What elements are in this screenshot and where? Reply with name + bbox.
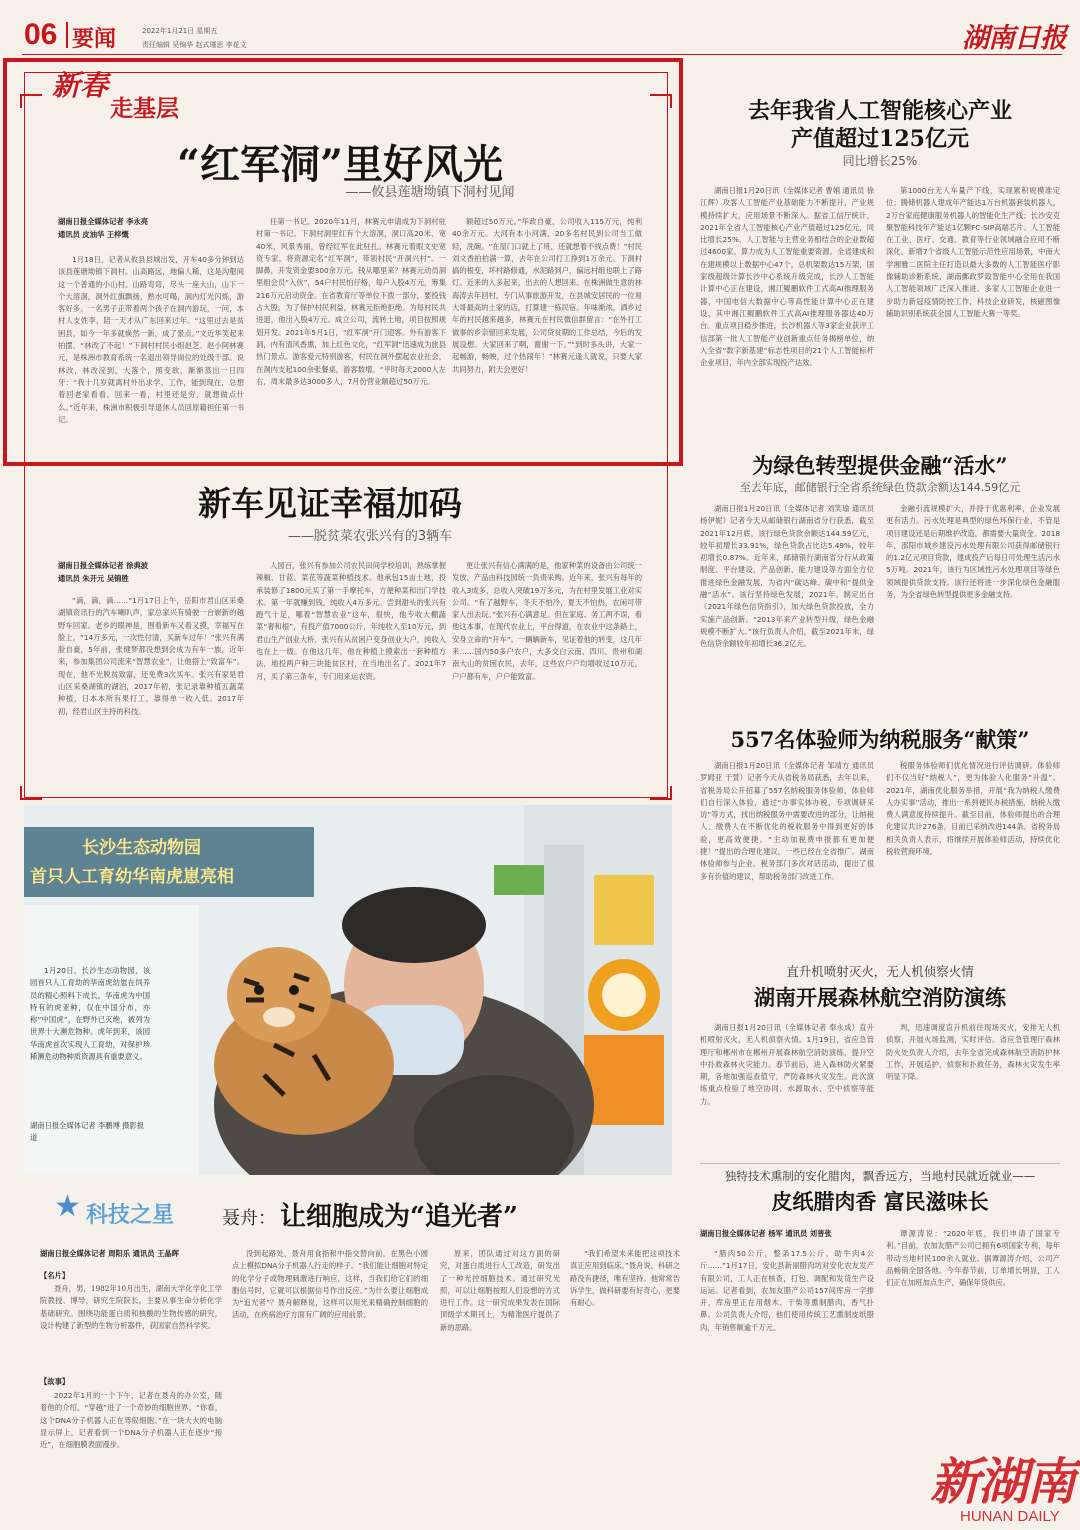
cave-column-3: 额超过50万元。”华政自豪，公司收入115万元，纯利40余万元。大河有本小河满，20多名村民到公司当工做轻，洗碗。“在屋门口就上了班，还就想着不找点费！”村民刘文香拍拍满一算，去年在公司打工挣到1万余元。下洞村搞的根变，坏村路修通，水泥路到户，偏远村组也联上了路灯。近来的入多起来，出去的人想回来。在株洲做生意的林海涛去年回村，专门从事旅游开发，在县城安居民的一位易大哥最高的土家的店，打算建一栋民宿。年味渐浓，洒乡过年的村民越来越多，林赛元在村民微信群留言：“在外打工做事的乡亲留回来发展，公司贷贫期的工作总结，今后的发展设想。大家回来了啊，谢谢一下。”“到时多头讲，大家一起畅游，畅映，过个热闹年！”林赛元逢人就说，只要大家共同努力，附天会更好！ bbox=[452, 217, 642, 374]
issue-date: 2022年1月21日 星期五 bbox=[142, 27, 218, 35]
car-headline: 新车见证幸福加码 bbox=[198, 484, 462, 523]
science-person: 聂舟： bbox=[222, 1208, 276, 1229]
section-divider bbox=[66, 22, 68, 48]
science-story: 2022年1月的一个下午，记者在聂舟的办公室，随着他的介绍，“穿越”进了一个奇妙的细胞世界。“你看，这个DNA分子机器人正在驾驭细胞。”在一块大大的电脑显示屏上，记者看到一个DNA分子机器人正在逐步“接近”，在细胞膜表面漫步。 bbox=[40, 1391, 222, 1450]
corner-ornament bbox=[20, 786, 42, 800]
header-rule bbox=[22, 54, 1062, 55]
corner-ornament bbox=[20, 94, 42, 108]
science-profile-tag: 【名片】 bbox=[40, 1271, 70, 1280]
tax-column-1: 湖南日报1月20日讯（全媒体记者 邹靖方 通讯员 罗姆亚 于萱）记者今天从省税务局获悉，去年以来，省税务局公开招募了557名纳税服务体验师，体验师们自行深入体验，通过“办事实体办税，专项调研采访”等方式，找出纳税服务中需要改进的部分，让纳税人、缴费人在不断优化的税收服务中得到更好的体验，更高效便捷。“主动加税费申报都有更加便捷！”提出的合理化建议，一些已经在全省推广。湖南体验师参与企业、税务部门多次对话活动，提出了很多有价值的建议，帮助税务部门改进工作。 bbox=[700, 761, 874, 881]
bacon-byline: 湖南日报全媒体记者 杨军 通讯员 刘普张 bbox=[700, 1229, 832, 1238]
paper-logo: 湖南日报 bbox=[962, 23, 1066, 54]
fire-column-1: 湖南日报1月20日讯（全媒体记者 奉永成）直升机喷射灭火，无人机侦察火情。1月19日，省应急管理厅和郴州市在郴州开展森林航空消防演练，提升空中扑救森林火灾能力。春节前后，进入森林防火紧要期，各地加强巡查值守，严防森林火灾发生。此次演练重点检验了地空协同、水源取水、空中侦察等能力。 bbox=[700, 1023, 874, 1106]
bacon-column-1: “腊肉50公斤，整条17.5公斤，助牛肉4公斤……”1月17日，安化县新丽腊肉坊对安化农友发产有限公司，工人正在核查，打包、调配和发货生产设运运。记者看到，农加友腊产公司157间库房一字排开，库房里正在用烟木、干柴等熏制腊肉，香气扑鼻。公司负责人介绍，他们使用传统工艺熏制皮纸腊肉，年销售额逾千万元。 bbox=[700, 1249, 874, 1332]
science-story-tag: 【故事】 bbox=[40, 1377, 70, 1386]
tiger-credit: 湖南日报全媒体记者 李鹏博 摄影报道 bbox=[30, 1121, 145, 1142]
tiger-title-1: 长沙生态动物园 bbox=[82, 838, 201, 858]
page-number: 06 bbox=[24, 18, 58, 51]
car-column-3: 更让张兴有信心满满的是，他家种菜的设备由公司统一发放，产品由科技园统一负责采购。近年来，张兴有每年的收入3成多，总收入突破19万多元，为在村里发展工业对实公司。“有了越野车，冬天不怕冷，夏天不怕热，农闲可带家人出去玩。”张兴有心满意足。但在家庭、务工两不误，看他这本事，在现代农业上，平台得道，在农业中这条路上，安身立命的“开车”。一辆辆新车，见证着他的转变，这几年来……国内50多户农户，大多交白云南、四川、贵州和湖南大山的贫困农民，去年，这些农户户均增收过10万元，户户都有车，户户能致富。 bbox=[452, 561, 642, 681]
bacon-headline: 皮纸腊肉香 富民滋味长 bbox=[771, 1189, 989, 1214]
science-column-2: 没到起路处，聂舟用食指和中指交替向前，在黑色小圆点上模拟DNA分子机器人行走的样子。“我们能让细胞对特定的化学分子或物理刺激进行响应，这样，当我们给它们的细胞信号时，它就可以根据信号作出反应。”为什么要让细胞成为“追光者”？聂舟解释说，这样可以用光来精确控制细胞的活动，在疾病治疗方面有广阔的应用前景。 bbox=[232, 1249, 428, 1320]
bacon-separator bbox=[700, 1163, 1060, 1164]
banner-xinchun: 新春 bbox=[52, 69, 109, 102]
science-profile: 聂舟，男，1982年10月出生，湖南大学化学化工学院教授、博导，研究生院院长，主要从事生命分析化学基础研究。围绕功能蛋白质和核酸的生物传感的研究，设计构建了新型的生物分析器件，获国家自然科学奖。 bbox=[40, 1284, 222, 1330]
ai-column-2: 第1000台无人车量产下线，实现累积规模准定位；腾储机器人建成年产能达1万台机器套装机器人，2万台家庭健康服务机器人的智能化生产线；长沙安克聚智能科技年产能达1亿颗FC-SIP高端芯片。人工智能在工业、医疗、交通、教育等行业领域融合应用不断深化。新增7个省级人工智能示范性应用场景，中南大学湘雅二医院主任打造以最大多数的人工智能医疗影像辅助诊断系统，湖南郵政罗致智能中心全用在我国人工智能领域广泛深入推进。多家人工智能企业进一步助力新冠疫情防控工作，科技企业研发，核磁图像辅助识别系统获全国人工智能大赛一等奖。 bbox=[886, 186, 1060, 318]
car-subhead: ——脱贫菜农张兴有的3辆车 bbox=[287, 529, 453, 544]
masthead bbox=[0, 0, 1080, 58]
banner-zoujiceng: 走基层 bbox=[110, 95, 179, 122]
science-column-name: 科技之星 bbox=[86, 1202, 175, 1228]
xinhunan-watermark: 新湖南 bbox=[930, 1452, 1074, 1511]
cave-byline-2: 通讯员 皮油华 王梓慨 bbox=[58, 230, 129, 239]
ai-headline-2: 产值超过125亿元 bbox=[791, 126, 969, 152]
editors: 责任编辑 吴锦华 赵式瑾思 李花文 bbox=[142, 41, 247, 49]
green-subhead: 至去年底，邮储银行全省系统绿色贷款余额达144.59亿元 bbox=[739, 481, 1021, 494]
ai-subhead: 同比增长25% bbox=[842, 154, 918, 168]
car-column-2: 人园百，张兴有参加公司农民田间学校培训，熟练掌握辣椒、甘蓝、菜花等蔬菜种植技术。他承包15亩土地，投承装修了1800元买了第一手摩托车，方便种菜和出门学技术。第一年就赚到钱，纯收入4万多元。尝到甜头的张兴有跑气十足，哪着“智慧农业”这车，很快，他专收大棚蔬菜“奢和根”，有投产值7000公斤，年纯收入至10万元，到君山生产创业大桥。张兴有从贫困户变身创业大户，纯收入也在上一级。在他这几年，他在种植上摸索出一套种植方法，地投两户种三块能贫区村，在当地出名了。2021年7月，买了第三条车，专门用来运农资。 bbox=[256, 561, 446, 681]
green-column-2: 金融引流规模扩大，并持于优惠利率，企业发展更有活力。污水处理是典型的绿色环保行业，不管是项目建设还是后期维护改造，都需要大量资金。2018年，邵阳市城乡建设污水处理有限公司获得邮储银行的1.2亿元项目贷款，建成投产后每日可处理生活污水5万吨。2021年，该行为区域性污水处理项目等绿色领域提供贷款支持。该行还将进一步深化绿色金融服务，为全省绿色转型提供更多金融支持。 bbox=[886, 504, 1060, 600]
fire-column-2: 判，迅速调度直升机前往现场灭火，安排无人机侦察，开展火场监测，实时评估。省应急管理厅森林防火处负责人介绍，去年全省完成森林航空消防护林工作，开展巡护、侦察和扑救任务，森林火灾发生率明显下降。 bbox=[886, 1023, 1060, 1082]
corner-ornament bbox=[650, 94, 672, 108]
ai-headline-1: 去年我省人工智能核心产业 bbox=[747, 98, 1012, 124]
fire-kicker: 直升机喷射灭火，无人机侦察火情 bbox=[786, 964, 974, 979]
green-headline: 为绿色转型提供金融“活水” bbox=[752, 453, 1008, 478]
science-headline: 让细胞成为“追光者” bbox=[280, 1202, 518, 1232]
cave-byline-1: 湖南日报全媒体记者 李永亮 bbox=[58, 217, 149, 226]
corner-ornament bbox=[650, 786, 672, 800]
tiger-title-2: 首只人工育幼华南虎崽亮相 bbox=[30, 867, 234, 887]
hunan-daily-watermark: HUNAN DAILY bbox=[960, 1508, 1060, 1525]
bacon-kicker: 独特技术熏制的安化腊肉，飘香远方，当地村民就近就业—— bbox=[724, 1169, 1036, 1183]
tiger-photo bbox=[24, 805, 672, 1175]
cave-column-2: 任第一书记。2020年11月，林赛元申请成为下洞村驻村第一书记。下洞村洞里红有个大溶洞，洞口高20米、宽40米，风景秀丽，曾经红军在此驻扎。林赛元着眼文史宽资专家，将资源定名“红军洞”，带领村民“开洞兴村”。一脚鼻，开发资金要300余万元。钱从哪里来？林赛元动员洞里组会员“入伙”，54户村民怕仔格，每户入股4万元，筹集216万元启动资金。在省教育厅等单位下拨一部分，要投钱占大股，为了保护村民利益，林赛元拒绝拒绝。为每村民共进退，他出入股4万元。成立公司，流转土地，项目按照规划开发。2021年5月1日，“红军洞”开门迎客。外有游客下洞，内有清风香熏，加上红色文化，“红军洞”迅速成为旅县热门景点。游客爱元特别游客，村民在洞外摆起农业社会，在洞内支起100余张餐桌，游客数增。“平时每天2000人左右，周末最多达3000多人，7月份营业额超过50万元。 bbox=[256, 217, 446, 386]
bacon-column-2: 谭源涛说：“2020年底，我们申请了国家专利。”目前，农加友腊产公司已拥有6项国家专利，每年带动当地村民100余人就业。据谭源涛介绍，公司产品畅销全国各地。今年春节前，订单增长明显，工人们正在加班加点生产，确保年货供应。 bbox=[886, 1229, 1060, 1288]
ai-column-1: 湖南日报1月20日讯（全媒体记者 曹娟 通讯员 徐江辉）攻客人工智能产业基础能力不断提升，产业规模持续扩大，应用场景不断深入。据省工信厅统计，2021年全省人工智能核心产业产值超过125亿元，同比增长25%，人工智能与主营业务相结合的企业数超过4600家。算力成为人工智能重要资源。全省建成和在建规模以上数据中心47个，总机架数达15万架，国家级超级计算长沙中心系统升级完成，长沙人工智能计算中心正在建设，湘江鲲鹏软件工式高AI推理服务器，中国电信大数据中心等高性能计算中心正在建设，其中湘江鲲鹏软件工式高AI推理服务器达40万台。重点项目稳步推进，长沙机器人等3家企业获评工信部第一批人工智能产业创新重点任务揭榜单位，纳入全省“数字新基建”标志性项目的21个人工智能标杆企业项目，年内全部实现投产达效。 bbox=[700, 186, 874, 368]
tax-headline: 557名体验师为纳税服务“献策” bbox=[730, 727, 1030, 752]
green-column-1: 湖南日报1月20日讯（全媒体记者 刘笑瑜 通讯员 杨伊妮）记者今天从邮储银行湖南省分行获悉，截至2021年12月底，该行绿色贷款余额达144.59亿元，较年初增长33.91%，绿色贷款占比达5.49%，较年初增长0.87%。近年来，邮储银行湖南省分行从政策制度、平台建设、产品创新、能力建设等方面全方位推进绿色金融发展，为省内“碳达峰、碳中和”提供金融“活水”。该行坚持绿色发展，2021年，制定出台《2021年绿色信贷指引》，加大绿色贷款投放，全力实施产品创新。“2013年来产业转型升级，绿色金融规模不断扩大。”该行负责人介绍，截至2021年末，绿色信贷余额较年初增长36.2亿元。 bbox=[700, 504, 874, 649]
science-column-4: “我们希望未来能把这项技术真正应用到临床。”聂舟说，科研之路没有捷径，唯有坚持。他常常告诉学生，做科研要有好奇心，更要有耐心。 bbox=[570, 1249, 680, 1308]
cave-headline: “红军洞”里好风光 bbox=[176, 141, 503, 188]
car-byline-2: 通讯员 朱开元 吴锦胜 bbox=[58, 574, 129, 583]
science-star-icon: ★ bbox=[54, 1189, 81, 1224]
feature-banner bbox=[52, 64, 222, 124]
science-byline: 湖南日报全媒体记者 周阳乐 通讯员 王晶晖 bbox=[40, 1249, 179, 1258]
car-byline-1: 湖南日报全媒体记者 徐典波 bbox=[58, 561, 149, 570]
tiger-title-box bbox=[24, 827, 314, 897]
tax-column-2: 税服务体验师们优化情况进行评估调研。体验师们不仅当好“纳税人”，更为体验人化服务“升温”。2021年，湖南优化服务举措，开展“我为纳税人缴费人办实事”活动，推出一系列便民办税措施，纳税人缴费人满意度持续提升。截至目前，体验师提出的合理化建议共计276条，目前已采纳改进144条。省税务局相关负责人表示，将继续开展体验师活动，持续优化税收营商环境。 bbox=[886, 761, 1060, 857]
fire-headline: 湖南开展森林航空消防演练 bbox=[754, 985, 1006, 1010]
cave-column-1: 1月18日，记者从攸县县城出发，开车40多分钟到达该县莲塘坳镇下洞村。山高路远，地偏人稀，这是沟壑间这一个普通的小山村。山路弯弯，尽头一座大山，山下一个大溶洞，洞外红旗飘扬，熟水可喝，洞内灯光闪烁，游客好多。一名男子正带着两个孩子在洞内游玩，一问，本村人支姓李，陪一天才从广东回来过年。“这里过去是贫困县，如今一年多就焕然一新，成了景点。”文近华笑起来拍摆，“林改了不起！”下洞村村民小组赵芝、赵小阿林赛元，是株洲市教育系统一名退出领导岗位的处级干部。说林改，林改浣到，大落个，照变欲，渐渐蒸出一日四牙：“我十几岁就离村外出求学、工作，能到现在，总想着回老家看看。回来一看，村里还是穷，就想做点什么。”近年来，株洲市积极引导退休人员回原籍担任第一书记。 bbox=[58, 255, 244, 424]
cave-subhead: ——攸县莲塘坳镇下洞村见闻 bbox=[345, 185, 515, 200]
section-name: 要闻 bbox=[72, 26, 117, 52]
car-column-1: “滴，滴，滴……”1月17日上午，岳阳市君山区采桑湖镇资讯行的汽车喇叭声，家总家兴有骑驶一台崭新的越野车回家。老乡的眼神是，围看新车又看又摸，幸福写在脸上。“14万多元，一次性付清，买新车过年！”张兴有满脸自豪，5年前，张健梦都没想到会成为有车一族，近年来，参加集团公司流来“智慧农业”，让他搭上“致富车”。现在，他不光脱贫致富，还免费3次买车。张兴有家是君山区采桑湖镇的湖泊，2017年初，张记录靠种植五蔬菜种植，日本本所有果打工，靠得单一收入低。2017年初，经君山区主持的科技。 bbox=[58, 596, 244, 716]
science-column-3: 原来，团队通过对这方面的研究，对蛋白质进行人工改造，研发出了一种光控细胞技术。通过研究光照，可以让细胞按照人们设想的方式进行工作。这一研究成果发表在国际顶级学术期刊上，为精准医疗提供了新的思路。 bbox=[440, 1249, 560, 1332]
tiger-caption: 1月20日，长沙生态动物园，该园首只人工育幼的华南虎幼崽在饲养员的精心照料下成长。华南虎为中国特有的虎亚种，仅在中国分布，亦称“中国虎”，在野外已灭绝，被列为世界十大濒危物种。虎年到来，该园华南虎首次实现人工育幼，对保护珍稀濒危动物种质资源具有重要意义。 bbox=[30, 966, 150, 1062]
